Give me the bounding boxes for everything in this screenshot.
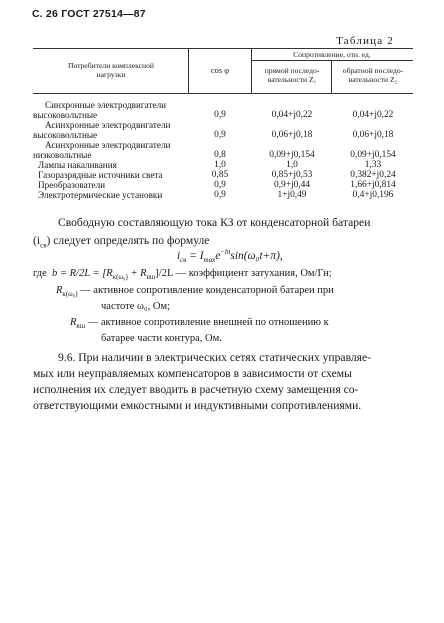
table-row-3-z1: 1,0: [286, 160, 298, 170]
paragraph-2-line-1: 9.6. При наличии в электрических сетях статических управляе-: [58, 351, 372, 364]
definition-1-line-1: $R_{к(\omega_0)}$ — активное сопротивление конденсаторной батареи при: [56, 285, 334, 299]
table-row-0-name-l1: Синхронные электродвигатели: [45, 100, 167, 110]
header-resistance-group: Сопротивление, отн. ед.: [293, 50, 371, 59]
table-caption: Таблица 2: [336, 35, 394, 47]
header-consumers: Потребители комплексной нагрузки: [68, 61, 154, 79]
definition-2-line-1: $R_{вш}$ — активное сопротивление внешней по отношению к: [70, 317, 329, 331]
definition-2-line-2: батарее части контура, Ом.: [101, 333, 222, 344]
page-header: С. 26 ГОСТ 27514—87: [32, 8, 146, 20]
table-row-2-name-l2: низковольтные: [33, 150, 92, 160]
header-z2: обратной последо- вательности Z₂: [342, 66, 404, 84]
table-row-5-z1: 0,9+j0,44: [273, 180, 311, 190]
table-row-2-z1: 0,09+j0,154: [269, 150, 315, 160]
table-row-0-z1: 0,04+j0,22: [271, 110, 313, 120]
table-row-2-z2: 0,09+j0,154: [350, 150, 396, 160]
table-top-rule: [33, 48, 413, 49]
table-subheader-rule: [251, 60, 413, 61]
formula-free-component: $i_{св} = I_{max}e^{-bt}\sin(\omega_0t+\pi)$,: [177, 248, 283, 265]
paragraph-1-line-2: $(i_{св})$ следует определять по формуле: [33, 234, 210, 250]
table-row-4-name: Газоразрядные источники света: [38, 170, 163, 180]
table-header-bottom-rule: [33, 93, 413, 94]
table-row-6-cos: 0,9: [214, 190, 226, 200]
table-row-4-cos: 0,85: [211, 170, 229, 180]
table-row-5-cos: 0,9: [214, 180, 226, 190]
paragraph-2-line-2: мых или неуправляемых компенсаторов в зависимости от схемы: [33, 367, 352, 380]
table-row-0-cos: 0,9: [214, 110, 226, 120]
table-row-3-cos: 1,0: [214, 160, 226, 170]
table-col-divider-3: [331, 60, 332, 93]
paragraph-1-line-1: Свободную составляющую тока КЗ от конденсаторной батареи: [58, 216, 371, 229]
header-z1: прямой последо- вательности Z₁: [264, 66, 320, 84]
table-row-0-name-l2: высоковольтные: [33, 110, 98, 120]
table-row-6-z1: 1+j0,49: [277, 190, 307, 200]
definition-1-line-2: частоте ω₀, Ом;: [101, 301, 171, 312]
paragraph-2-line-4: ответствующими емкостными и индуктивными сопротивлениями.: [33, 399, 362, 412]
table-row-3-z2: 1,33: [364, 160, 382, 170]
table-row-1-name-l2: высоковольтные: [33, 130, 98, 140]
table-row-1-cos: 0,9: [214, 130, 226, 140]
table-row-0-z2: 0,04+j0,22: [352, 110, 394, 120]
table-row-1-z1: 0,06+j0,18: [271, 130, 313, 140]
table-row-5-z2: 1,66+j0,814: [350, 180, 396, 190]
table-row-2-cos: 0,8: [214, 150, 226, 160]
table-row-1-name-l1: Асинхронные электродвигатели: [45, 120, 171, 130]
table-row-6-name: Электротермические установки: [38, 190, 163, 200]
table-row-3-name: Лампы накаливания: [38, 160, 117, 170]
table-row-4-z1: 0,85+j0,53: [271, 170, 313, 180]
where-line: где $b = R/2L = [R_{к(\omega_0)} + R_{вш}]/2L$ — коэффициент затухания, Ом/Гн;: [33, 268, 332, 282]
table-row-6-z2: 0,4+j0,196: [352, 190, 394, 200]
paragraph-2-line-3: исполнения их следует вводить в расчетную схему замещения со-: [33, 383, 359, 396]
table-col-divider-2: [251, 48, 252, 93]
table-row-1-z2: 0,06+j0,18: [352, 130, 394, 140]
table-row-5-name: Преобразователи: [38, 180, 106, 190]
table-row-4-z2: 0,382+j0,24: [350, 170, 396, 180]
table-col-divider-1: [188, 48, 189, 93]
table-row-2-name-l1: Асинхронные электродвигатели: [45, 140, 171, 150]
header-cos-phi: cos φ: [210, 66, 230, 75]
